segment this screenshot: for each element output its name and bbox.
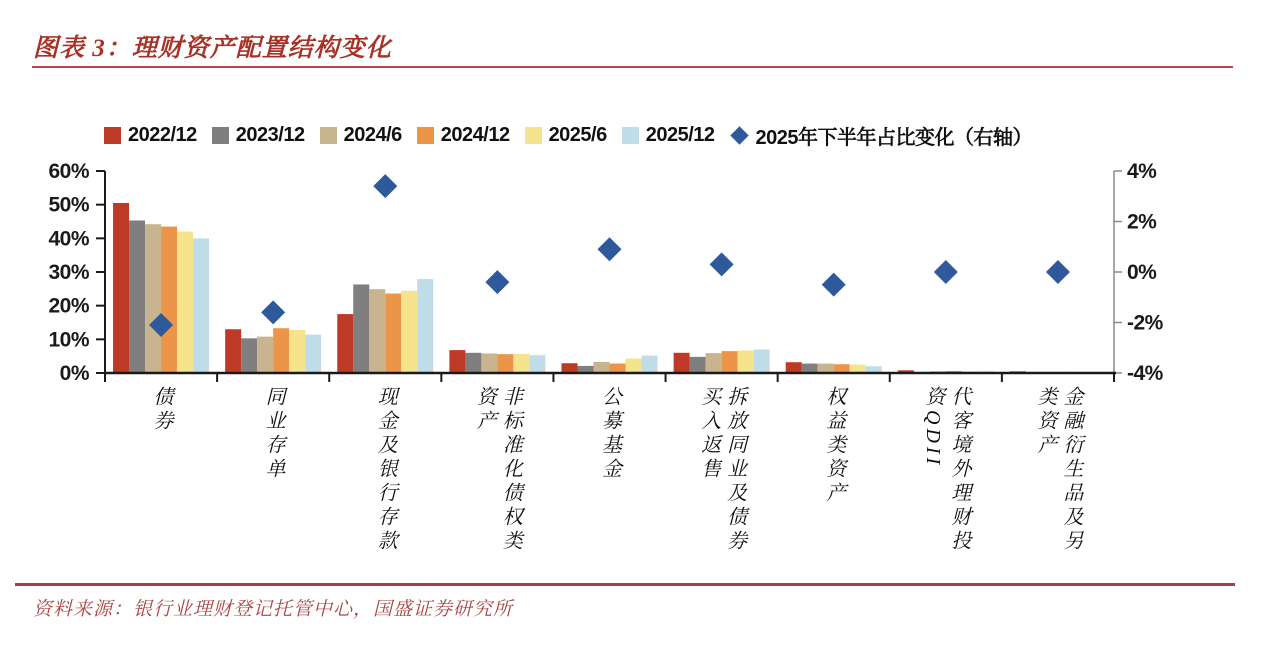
right-axis-tick-label: 0% (1127, 261, 1157, 284)
bar (225, 329, 241, 373)
category-label-8: 代客境外理财投资QDII (921, 386, 970, 554)
right-axis-tick-label: 2% (1127, 210, 1157, 234)
left-axis-tick-label: 20% (48, 294, 89, 318)
bar (449, 350, 465, 373)
bar (738, 350, 754, 373)
category-axis-labels (0, 386, 1280, 576)
bar (193, 238, 209, 373)
chart-title: 图表 3：理财资产配置结构变化 (33, 35, 392, 62)
left-axis-tick-label: 60% (48, 160, 89, 183)
diamond-icon (934, 260, 958, 284)
category-label-5: 公募基金 (598, 386, 621, 482)
bar (129, 220, 145, 373)
bar (594, 362, 610, 373)
bar (145, 224, 161, 373)
bar (802, 364, 818, 373)
bar (273, 328, 289, 373)
legend-label: 2025/6 (548, 124, 607, 146)
bar (690, 357, 706, 373)
bar (754, 349, 770, 373)
bar (850, 365, 866, 373)
bar (497, 354, 513, 373)
bar (401, 291, 417, 373)
diamond-icon (1046, 260, 1070, 284)
diamond-icon (261, 300, 285, 324)
category-label-9: 金融衍生品及另类资产 (1033, 386, 1082, 554)
bar (562, 363, 578, 373)
x-axis (104, 373, 1116, 382)
legend-label: 2024/12 (440, 124, 510, 146)
left-axis-tick-label: 40% (48, 227, 89, 251)
bar (337, 314, 353, 373)
left-y-axis (48, 160, 105, 385)
legend-label: 2024/6 (343, 124, 402, 146)
right-axis-tick-label: -2% (1127, 311, 1163, 335)
bar (305, 335, 321, 373)
bar (818, 364, 834, 373)
right-y-axis (1114, 160, 1164, 385)
left-axis-tick-label: 0% (59, 362, 89, 385)
bar (161, 227, 177, 373)
bar (385, 294, 401, 373)
bar (706, 353, 722, 373)
source-note: 资料来源：银行业理财登记托管中心，国盛证券研究所 (33, 599, 514, 620)
diamond-icon (373, 174, 397, 198)
diamond-icon (598, 237, 622, 261)
bar (113, 203, 129, 373)
bar (722, 351, 738, 373)
right-axis-tick-label: 4% (1127, 160, 1157, 183)
diamond-markers (149, 174, 1070, 337)
bar (513, 354, 529, 373)
bar (529, 355, 545, 373)
left-axis-tick-label: 30% (48, 261, 89, 284)
bar (834, 364, 850, 373)
bar (257, 337, 273, 373)
category-label-1: 债券 (150, 386, 173, 434)
bar (626, 359, 642, 373)
diamond-icon (710, 252, 734, 276)
category-label-7: 权益类资产 (822, 386, 845, 506)
category-label-6: 拆放同业及债券买入返售 (697, 386, 746, 554)
right-axis-tick-label: -4% (1127, 362, 1163, 385)
legend-label: 2025年下半年占比变化（右轴） (755, 127, 1033, 149)
category-label-3: 现金及银行存款 (374, 386, 397, 554)
bar (369, 289, 385, 373)
footer-divider (15, 583, 1235, 586)
bar (353, 284, 369, 373)
category-label-2: 同业存单 (262, 386, 285, 482)
bar (177, 232, 193, 373)
bar (417, 279, 433, 373)
bar (241, 338, 257, 373)
bar (289, 330, 305, 373)
diamond-icon (485, 270, 509, 294)
bar (610, 364, 626, 373)
legend-label: 2025/12 (645, 124, 715, 146)
category-label-4: 非标准化债权类资产 (473, 386, 522, 554)
bar (642, 355, 658, 373)
left-axis-tick-label: 10% (48, 328, 89, 352)
legend-label: 2023/12 (235, 124, 305, 146)
bars-layer (113, 203, 1106, 373)
legend-label: 2022/12 (128, 124, 197, 146)
bar (481, 353, 497, 373)
left-axis-tick-label: 50% (48, 193, 89, 217)
bar (465, 353, 481, 373)
bar (674, 353, 690, 373)
bar (786, 362, 802, 373)
diamond-icon (822, 273, 846, 297)
